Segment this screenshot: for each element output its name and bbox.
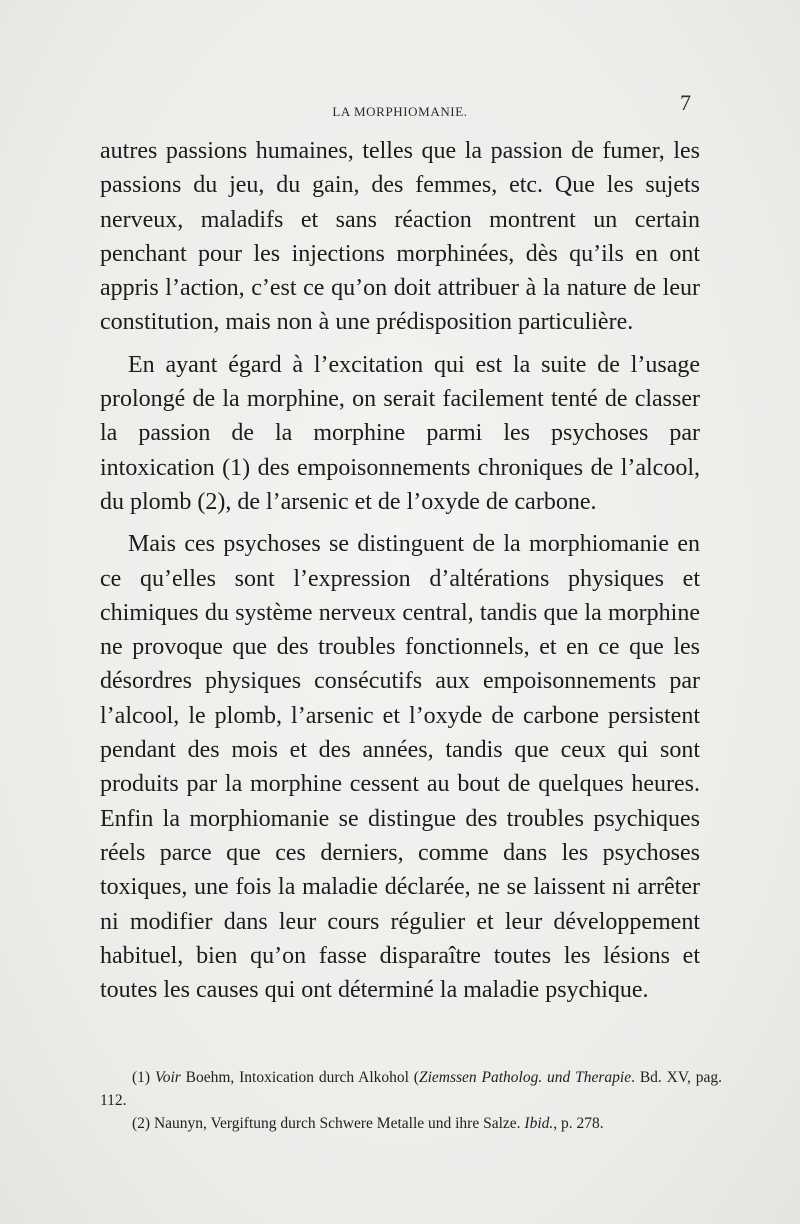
- footnote-2: [100, 1112, 722, 1135]
- page-number: 7: [680, 90, 691, 115]
- footnote-1-mark: (1): [132, 1069, 151, 1086]
- paragraph-2: En ayant égard à l’excitation qui est la suite de l’usage prolongé de la morphine, on serait facilement tenté de classer la passion de la morphine parmi les psychoses par intoxication (1) des empoisonnements chroniques de l’alcool, du plomb (2), de l’arsenic et de l’oxyde de carbone.: [100, 351, 700, 515]
- paragraph-1: autres passions humaines, telles que la passion de fumer, les passions du jeu, du gain, des femmes, etc. Que les sujets nerveux, maladifs et sans réaction montrent un certain penchant pour les injections morphinées, dès qu’ils en ont appris l’action, c’est ce qu’on doit attribuer à la nature de leur constitution, mais non à une prédisposition particulière.: [100, 138, 700, 336]
- footnote-1-voir: Voir: [154, 1069, 181, 1086]
- footnote-1-tail: . Bd. XV, pag. 112.: [100, 1069, 723, 1109]
- footnote-2-text: Naunyn, Vergiftung durch Schwere Metalle und ihre Salze.: [150, 1115, 525, 1132]
- footnote-1-italic: Ziemssen Patholog. und Therapie: [418, 1069, 632, 1086]
- footnotes: [100, 1066, 722, 1135]
- footnote-1: [100, 1066, 722, 1112]
- paragraph-3: Mais ces psychoses se distinguent de la morphiomanie en ce qu’elles sont l’expression d’altérations physiques et chimiques du système nerveux central, tandis que la morphine ne provoque que des troubles fonctionnels, et en ce que les désordres physiques consécutifs aux empoisonnements par l’alcool, le plomb, l’arsenic et l’oxyde de carbone persistent pendant des mois et des années, tandis que ceux qui sont produits par la morphine cessent au bout de quelques heures. Enfin la morphiomanie se distingue des troubles psychiques réels parce que ces derniers, comme dans les psychoses toxiques, une fois la maladie déclarée, ne se laissent ni arrêter ni modifier dans leur cours régulier et leur développement habituel, bien qu’on fasse disparaître toutes les lésions et toutes les causes qui ont déterminé la maladie psychique.: [100, 531, 700, 1004]
- footnote-2-tail: , p. 278.: [553, 1115, 604, 1132]
- footnote-2-mark: (2): [132, 1115, 151, 1132]
- footnote-2-ibid: Ibid.: [524, 1115, 554, 1132]
- body-text: [100, 134, 700, 1007]
- running-title: LA MORPHIOMANIE.: [332, 104, 468, 119]
- footnote-1-text: Boehm, Intoxication durch Alkohol (: [180, 1069, 419, 1086]
